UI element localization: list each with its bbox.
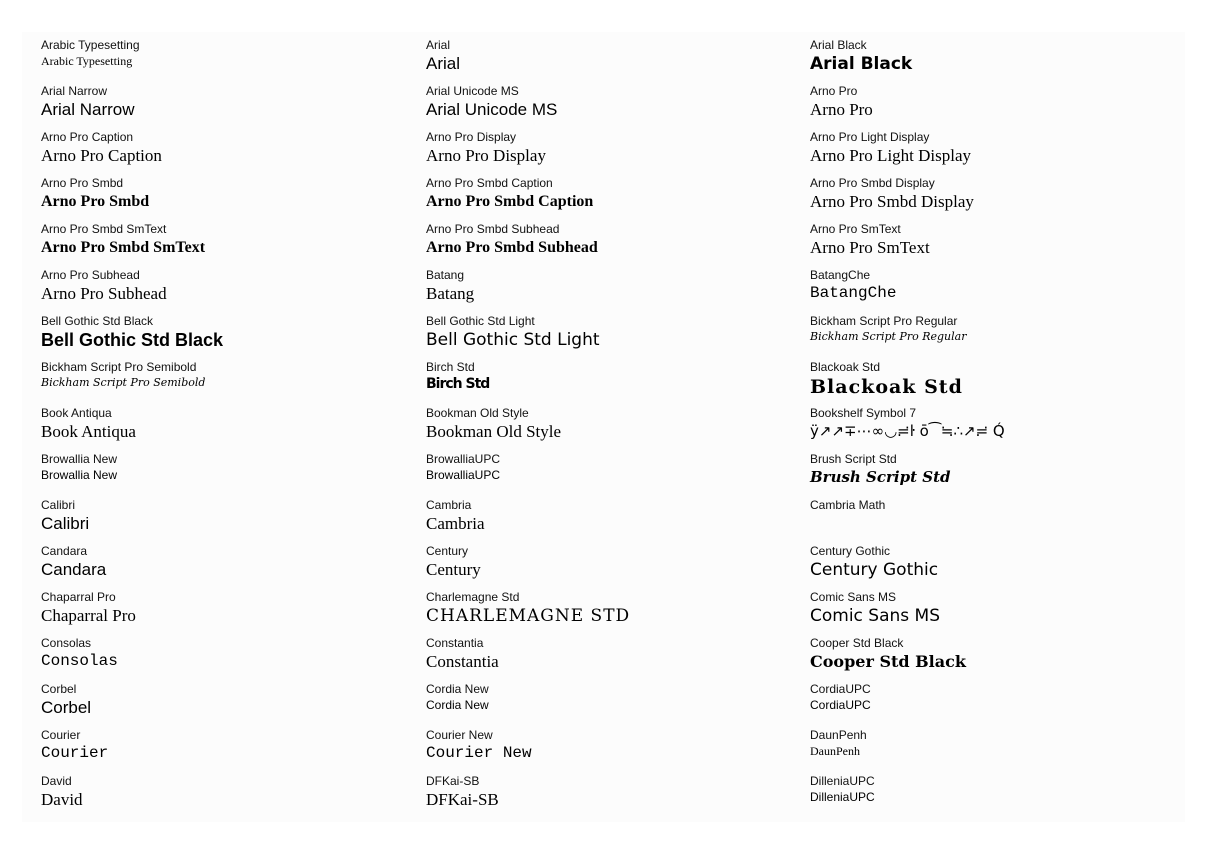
font-entry — [810, 78, 1190, 124]
font-name-label: Cambria — [426, 498, 472, 512]
font-sample-text: Bickham Script Pro Regular — [810, 330, 967, 343]
font-entry — [41, 308, 421, 354]
font-name-label: Arno Pro Subhead — [41, 268, 140, 282]
font-sample-text: Arno Pro Subhead — [41, 284, 167, 303]
font-entry — [426, 170, 806, 216]
font-name-label: Courier New — [426, 728, 493, 742]
font-name-label: Arno Pro Smbd Subhead — [426, 222, 560, 236]
font-sample-text: Arno Pro Smbd Caption — [426, 193, 594, 210]
font-sample-text: Cooper Std Black — [810, 652, 966, 671]
font-entry — [41, 584, 421, 630]
font-entry — [426, 124, 806, 170]
font-sample-text: Arno Pro Smbd — [41, 193, 150, 210]
font-sample-text: Bell Gothic Std Black — [41, 330, 224, 350]
font-entry — [426, 78, 806, 124]
font-name-label: Bickham Script Pro Regular — [810, 314, 958, 328]
font-entry — [426, 32, 806, 78]
font-entry — [426, 538, 806, 584]
font-entry — [810, 538, 1190, 584]
font-sample-text: Bookman Old Style — [426, 422, 562, 441]
font-column-3 — [810, 32, 1190, 814]
font-entry — [810, 446, 1190, 492]
font-sample-text: Chaparral Pro — [41, 606, 136, 625]
font-sample-sheet — [22, 32, 1185, 822]
font-name-label: Candara — [41, 544, 88, 558]
font-name-label: Bickham Script Pro Semibold — [41, 360, 197, 374]
font-sample-text: Brush Script Std — [810, 468, 951, 486]
font-sample-text: Calibri — [41, 514, 90, 533]
font-entry — [426, 584, 806, 630]
font-entry — [41, 538, 421, 584]
font-sample-text: Browallia New — [41, 468, 118, 482]
font-name-label: Arno Pro SmText — [810, 222, 901, 236]
font-entry — [810, 492, 1190, 538]
font-entry — [41, 630, 421, 676]
font-entry — [41, 124, 421, 170]
font-sample-text: Candara — [41, 560, 107, 579]
font-name-label: Bookman Old Style — [426, 406, 529, 420]
font-sample-text: Arno Pro Display — [426, 146, 546, 165]
font-sample-text: DilleniaUPC — [810, 790, 875, 804]
font-sample-text: BrowalliaUPC — [426, 468, 501, 482]
font-entry — [41, 354, 421, 400]
font-sample-text: Consolas — [41, 652, 118, 670]
font-entry — [41, 768, 421, 814]
font-entry — [426, 308, 806, 354]
font-entry — [41, 492, 421, 538]
font-entry — [810, 308, 1190, 354]
font-sample-text: Arial Black — [810, 54, 913, 74]
font-entry — [41, 722, 421, 768]
font-sample-text: Blackoak Std — [810, 376, 963, 398]
font-name-label: Batang — [426, 268, 465, 282]
font-name-label: Calibri — [41, 498, 76, 512]
font-entry — [810, 584, 1190, 630]
font-sample-text: Arial — [426, 54, 461, 73]
font-sample-text: Arno Pro Smbd SmText — [41, 239, 206, 256]
font-name-label: Courier — [41, 728, 81, 742]
font-name-label: Chaparral Pro — [41, 590, 116, 604]
font-name-label: Book Antiqua — [41, 406, 112, 420]
font-sample-text: Century — [426, 560, 481, 579]
font-entry — [426, 446, 806, 492]
font-name-label: Brush Script Std — [810, 452, 897, 466]
font-name-label: Bell Gothic Std Black — [41, 314, 154, 328]
font-name-label: Arabic Typesetting — [41, 38, 140, 52]
font-name-label: Century Gothic — [810, 544, 891, 558]
font-name-label: Consolas — [41, 636, 92, 650]
font-name-label: CordiaUPC — [810, 682, 871, 696]
font-name-label: Charlemagne Std — [426, 590, 520, 604]
font-name-label: Birch Std — [426, 360, 475, 374]
font-sample-text: Arno Pro — [810, 100, 873, 119]
font-name-label: Arno Pro — [810, 84, 858, 98]
font-entry — [810, 170, 1190, 216]
font-sample-text: Cambria — [426, 514, 485, 533]
font-sample-text: Century Gothic — [810, 560, 939, 580]
font-column-1 — [41, 32, 421, 814]
font-sample-text: Arial Narrow — [41, 100, 135, 119]
font-sample-text: Arno Pro Light Display — [810, 146, 972, 165]
font-entry — [426, 400, 806, 446]
font-entry — [426, 722, 806, 768]
font-entry — [810, 354, 1190, 400]
font-sample-text: Cordia New — [426, 698, 489, 712]
font-entry — [426, 216, 806, 262]
font-name-label: David — [41, 774, 72, 788]
font-sample-text: Corbel — [41, 698, 92, 717]
font-entry — [810, 32, 1190, 78]
font-name-label: Arno Pro Caption — [41, 130, 134, 144]
font-column-2 — [426, 32, 806, 814]
font-name-label: Bookshelf Symbol 7 — [810, 406, 917, 420]
font-entry — [810, 768, 1190, 814]
font-name-label: Constantia — [426, 636, 484, 650]
font-name-label: DFKai-SB — [426, 774, 480, 788]
font-name-label: Browallia New — [41, 452, 118, 466]
font-entry — [426, 630, 806, 676]
font-entry — [810, 262, 1190, 308]
font-name-label: Blackoak Std — [810, 360, 881, 374]
font-name-label: Comic Sans MS — [810, 590, 897, 604]
font-entry — [41, 400, 421, 446]
font-sample-text: Arial Unicode MS — [426, 100, 558, 119]
font-name-label: Arno Pro Smbd SmText — [41, 222, 167, 236]
font-name-label: Arno Pro Smbd — [41, 176, 124, 190]
font-entry — [426, 354, 806, 400]
font-entry — [41, 216, 421, 262]
font-sample-text: Comic Sans MS — [810, 606, 941, 626]
font-name-label: Century — [426, 544, 469, 558]
font-entry — [41, 676, 421, 722]
font-sample-text: David — [41, 790, 83, 809]
font-entry — [41, 170, 421, 216]
font-sample-text: Batang — [426, 284, 475, 303]
font-name-label: Bell Gothic Std Light — [426, 314, 535, 328]
font-name-label: Corbel — [41, 682, 77, 696]
font-entry — [810, 676, 1190, 722]
font-sample-text: Arno Pro Smbd Display — [810, 192, 974, 211]
font-entry — [41, 78, 421, 124]
font-entry — [426, 768, 806, 814]
font-sample-text: Courier — [41, 744, 109, 762]
font-name-label: Arno Pro Display — [426, 130, 517, 144]
font-name-label: DaunPenh — [810, 728, 867, 742]
font-name-label: Arial Unicode MS — [426, 84, 519, 98]
font-entry — [41, 262, 421, 308]
font-sample-text: Arabic Typesetting — [41, 54, 133, 68]
font-sample-text: Bickham Script Pro Semibold — [41, 376, 206, 389]
font-entry — [810, 630, 1190, 676]
font-name-label: Arial Narrow — [41, 84, 108, 98]
font-name-label: Arno Pro Smbd Display — [810, 176, 935, 190]
font-name-label: BatangChe — [810, 268, 871, 282]
font-sample-text: CordiaUPC — [810, 698, 871, 712]
font-sample-text: Courier New — [426, 744, 532, 762]
font-entry — [41, 446, 421, 492]
font-sample-text: Bell Gothic Std Light — [426, 330, 600, 350]
font-entry — [426, 262, 806, 308]
font-name-label: BrowalliaUPC — [426, 452, 501, 466]
font-entry — [41, 32, 421, 78]
font-name-label: DilleniaUPC — [810, 774, 875, 788]
font-entry — [810, 722, 1190, 768]
font-entry — [426, 492, 806, 538]
font-name-label: Arial — [426, 38, 451, 52]
font-sample-text: Arno Pro SmText — [810, 238, 930, 257]
font-sample-text: Birch Std — [426, 376, 490, 392]
font-sample-text: DFKai-SB — [426, 790, 499, 809]
font-name-label: Cambria Math — [810, 498, 886, 512]
font-sample-text: DaunPenh — [810, 744, 860, 758]
font-sample-text: Book Antiqua — [41, 422, 136, 441]
font-sample-text: ÿ↗↗∓⋯∞◡≓ŀ ō⁀≒∴↗≓ Q́ — [810, 422, 1005, 440]
font-sample-text: BatangChe — [810, 284, 897, 302]
font-entry — [426, 676, 806, 722]
font-sample-text: CHARLEMAGNE STD — [426, 606, 631, 626]
font-name-label: Arno Pro Light Display — [810, 130, 930, 144]
font-name-label: Arno Pro Smbd Caption — [426, 176, 553, 190]
font-sample-text: Constantia — [426, 652, 499, 671]
font-entry — [810, 400, 1190, 446]
font-sample-text: Arno Pro Caption — [41, 146, 162, 165]
font-entry — [810, 216, 1190, 262]
font-name-label: Cordia New — [426, 682, 489, 696]
font-name-label: Arial Black — [810, 38, 867, 52]
font-name-label: Cooper Std Black — [810, 636, 904, 650]
font-entry — [810, 124, 1190, 170]
font-sample-text: Arno Pro Smbd Subhead — [426, 239, 598, 256]
